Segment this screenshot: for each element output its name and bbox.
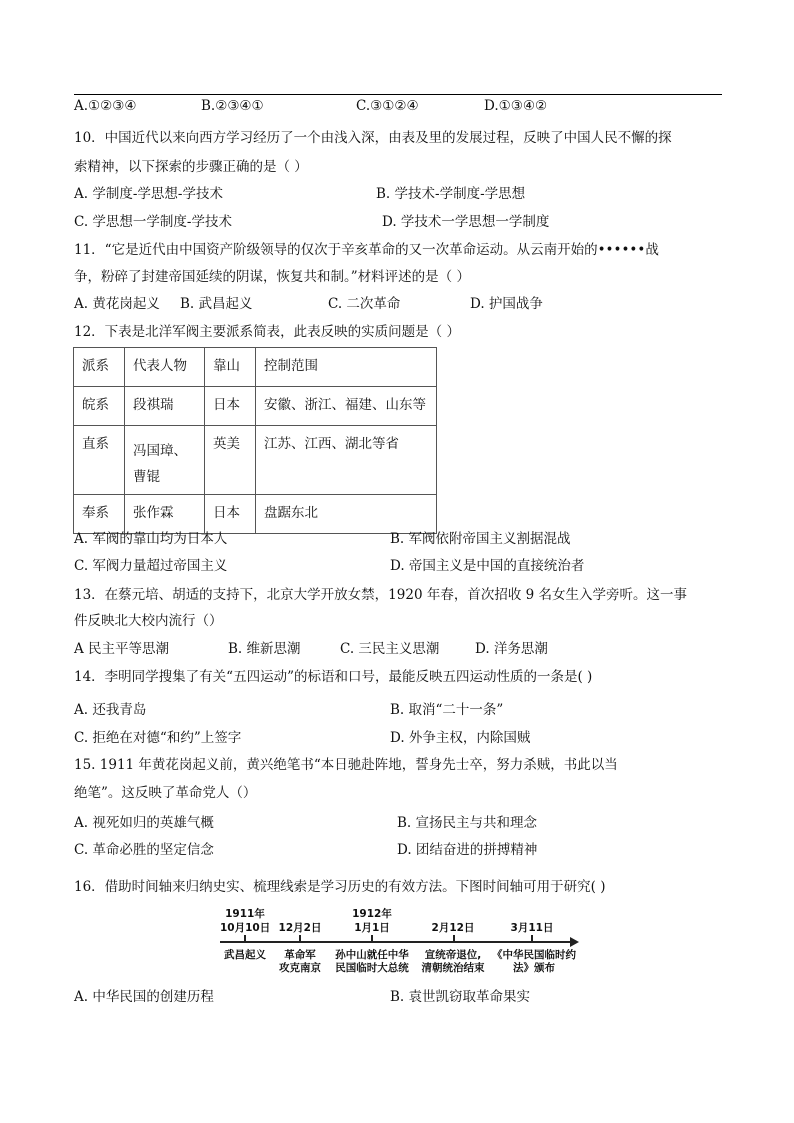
q10-stem-line2: 索精神，以下探索的步骤正确的是（ ） [74, 159, 308, 175]
q16-option-b: B. 袁世凯窃取革命果实 [390, 989, 531, 1005]
timeline-tick [531, 935, 533, 942]
q9-option-d: D.①③④② [484, 98, 548, 114]
table-cell: 日本 [205, 387, 256, 426]
table-row [74, 426, 437, 495]
q15-option-c: C. 革命必胜的坚定信念 [74, 842, 214, 858]
table-cell: 英美 [205, 426, 256, 495]
q12-option-c: C. 军阀力量超过帝国主义 [74, 558, 228, 574]
q13-option-a: A 民主平等思潮 [74, 641, 170, 657]
q12-option-d: D. 帝国主义是中国的直接统治者 [390, 558, 585, 574]
timeline-event: 宣统帝退位, [424, 949, 482, 961]
warlord-table [73, 347, 437, 534]
timeline-date: 12月2日 [278, 922, 322, 934]
timeline-event: 孙中山就任中华 [335, 949, 409, 961]
table-row [74, 495, 437, 534]
q11-stem-line2: 争，粉碎了封建帝国延续的阴谋，恢复共和制。”材料评述的是（ ） [74, 269, 470, 285]
table-header-cell: 派系 [74, 348, 125, 387]
q14-stem: 14．李明同学搜集了有关“五四运动”的标语和口号，最能反映五四运动性质的一条是( ) [74, 669, 593, 685]
q15-option-a: A. 视死如归的英雄气概 [74, 815, 214, 831]
table-cell: 段祺瑞 [125, 387, 205, 426]
q14-option-c: C. 拒绝在对德“和约”上签字 [74, 730, 242, 746]
table-cell: 日本 [205, 495, 256, 534]
table-cell: 盘踞东北 [256, 495, 437, 534]
timeline-event: 《中华民国临时约 [492, 949, 576, 961]
q10-stem-line1: 10．中国近代以来向西方学习经历了一个由浅入深，由表及里的发展过程，反映了中国人民不懈的探 [74, 130, 672, 146]
timeline-event: 攻克南京 [279, 962, 321, 974]
table-header-cell: 靠山 [205, 348, 256, 387]
timeline-date: 1月1日 [354, 922, 390, 934]
q13-option-c: C. 三民主义思潮 [340, 641, 440, 657]
timeline-tick [371, 935, 373, 942]
q11-option-c: C. 二次革命 [328, 296, 401, 312]
table-cell: 张作霖 [125, 495, 205, 534]
table-cell: 奉系 [74, 495, 125, 534]
q9-option-c: C.③①②④ [356, 98, 419, 114]
q10-option-b: B. 学技术-学制度-学思想 [376, 186, 526, 202]
table-header-cell: 代表人物 [125, 348, 205, 387]
q13-option-d: D. 洋务思潮 [475, 641, 548, 657]
timeline-date: 3月11日 [510, 922, 554, 934]
q12-option-a: A. 军阀的靠山均为日本人 [74, 531, 228, 547]
timeline-year: 1911年 [225, 908, 265, 920]
q10-option-c: C. 学思想一学制度-学技术 [74, 214, 232, 230]
q14-option-d: D. 外争主权，内除国贼 [390, 730, 531, 746]
timeline-event: 清朝统治结束 [421, 962, 485, 974]
q15-stem-line1: 15. 1911 年黄花岗起义前，黄兴绝笔书“本日驰赴阵地，誓身先士卒，努力杀贼，书此以当 [74, 757, 618, 773]
q15-option-b: B. 宣扬民主与共和理念 [397, 815, 538, 831]
table-cell: 直系 [74, 426, 125, 495]
q12-option-b: B. 军阀依附帝国主义割据混战 [390, 531, 571, 547]
timeline-date: 2月12日 [431, 922, 475, 934]
q11-option-d: D. 护国战争 [470, 296, 543, 312]
timeline-event: 武昌起义 [224, 949, 266, 961]
table-cell: 安徽、浙江、福建、山东等 [256, 387, 437, 426]
table-row [74, 387, 437, 426]
q14-option-a: A. 还我青岛 [74, 702, 147, 718]
q14-option-b: B. 取消“二十一条” [390, 702, 504, 718]
table-header-row [74, 348, 437, 387]
table-cell: 江苏、江西、湖北等省 [256, 426, 437, 495]
table-cell: 冯国璋、曹锟 [125, 426, 205, 495]
q13-stem-line2: 件反映北大校内流行（） [74, 613, 223, 629]
timeline-tick [453, 935, 455, 942]
q15-stem-line2: 绝笔”。这反映了革命党人（） [74, 785, 257, 801]
q13-option-b: B. 维新思潮 [228, 641, 301, 657]
q11-stem-line1: 11．“它是近代由中国资产阶级领导的仅次于辛亥革命的又一次革命运动。从云南开始的••••••战 [74, 242, 659, 258]
q10-option-a: A. 学制度-学思想-学技术 [74, 186, 223, 202]
q11-option-b: B. 武昌起义 [180, 296, 253, 312]
timeline-year: 1912年 [352, 908, 392, 920]
timeline-event: 民国临时大总统 [335, 962, 409, 974]
timeline-date: 10月10日 [220, 922, 271, 934]
timeline-tick [244, 935, 246, 942]
q10-option-d: D. 学技术一学思想一学制度 [382, 214, 550, 230]
q9-option-b: B.②③④① [201, 98, 264, 114]
table-cell: 皖系 [74, 387, 125, 426]
q16-stem: 16．借助时间轴来归纳史实、梳理线索是学习历史的有效方法。下图时间轴可用于研究( ) [74, 879, 606, 895]
timeline-figure [220, 906, 584, 976]
q13-stem-line1: 13．在蔡元培、胡适的支持下，北京大学开放女禁，1920 年春，首次招收 9 名女生入学旁听。这一事 [74, 587, 687, 603]
q11-option-a: A. 黄花岗起义 [74, 296, 160, 312]
q12-stem: 12．下表是北洋军阀主要派系简表，此表反映的实质问题是（ ） [74, 324, 460, 340]
table-header-cell: 控制范围 [256, 348, 437, 387]
q16-option-a: A. 中华民国的创建历程 [74, 989, 214, 1005]
header-rule [74, 94, 722, 95]
timeline-arrow-icon [570, 937, 579, 947]
timeline-axis [220, 941, 572, 943]
timeline-event: 法》颁布 [513, 962, 555, 974]
timeline-tick [299, 935, 301, 942]
timeline-event: 革命军 [284, 949, 316, 961]
q15-option-d: D. 团结奋进的拼搏精神 [397, 842, 538, 858]
q9-option-a: A.①②③④ [74, 98, 137, 114]
